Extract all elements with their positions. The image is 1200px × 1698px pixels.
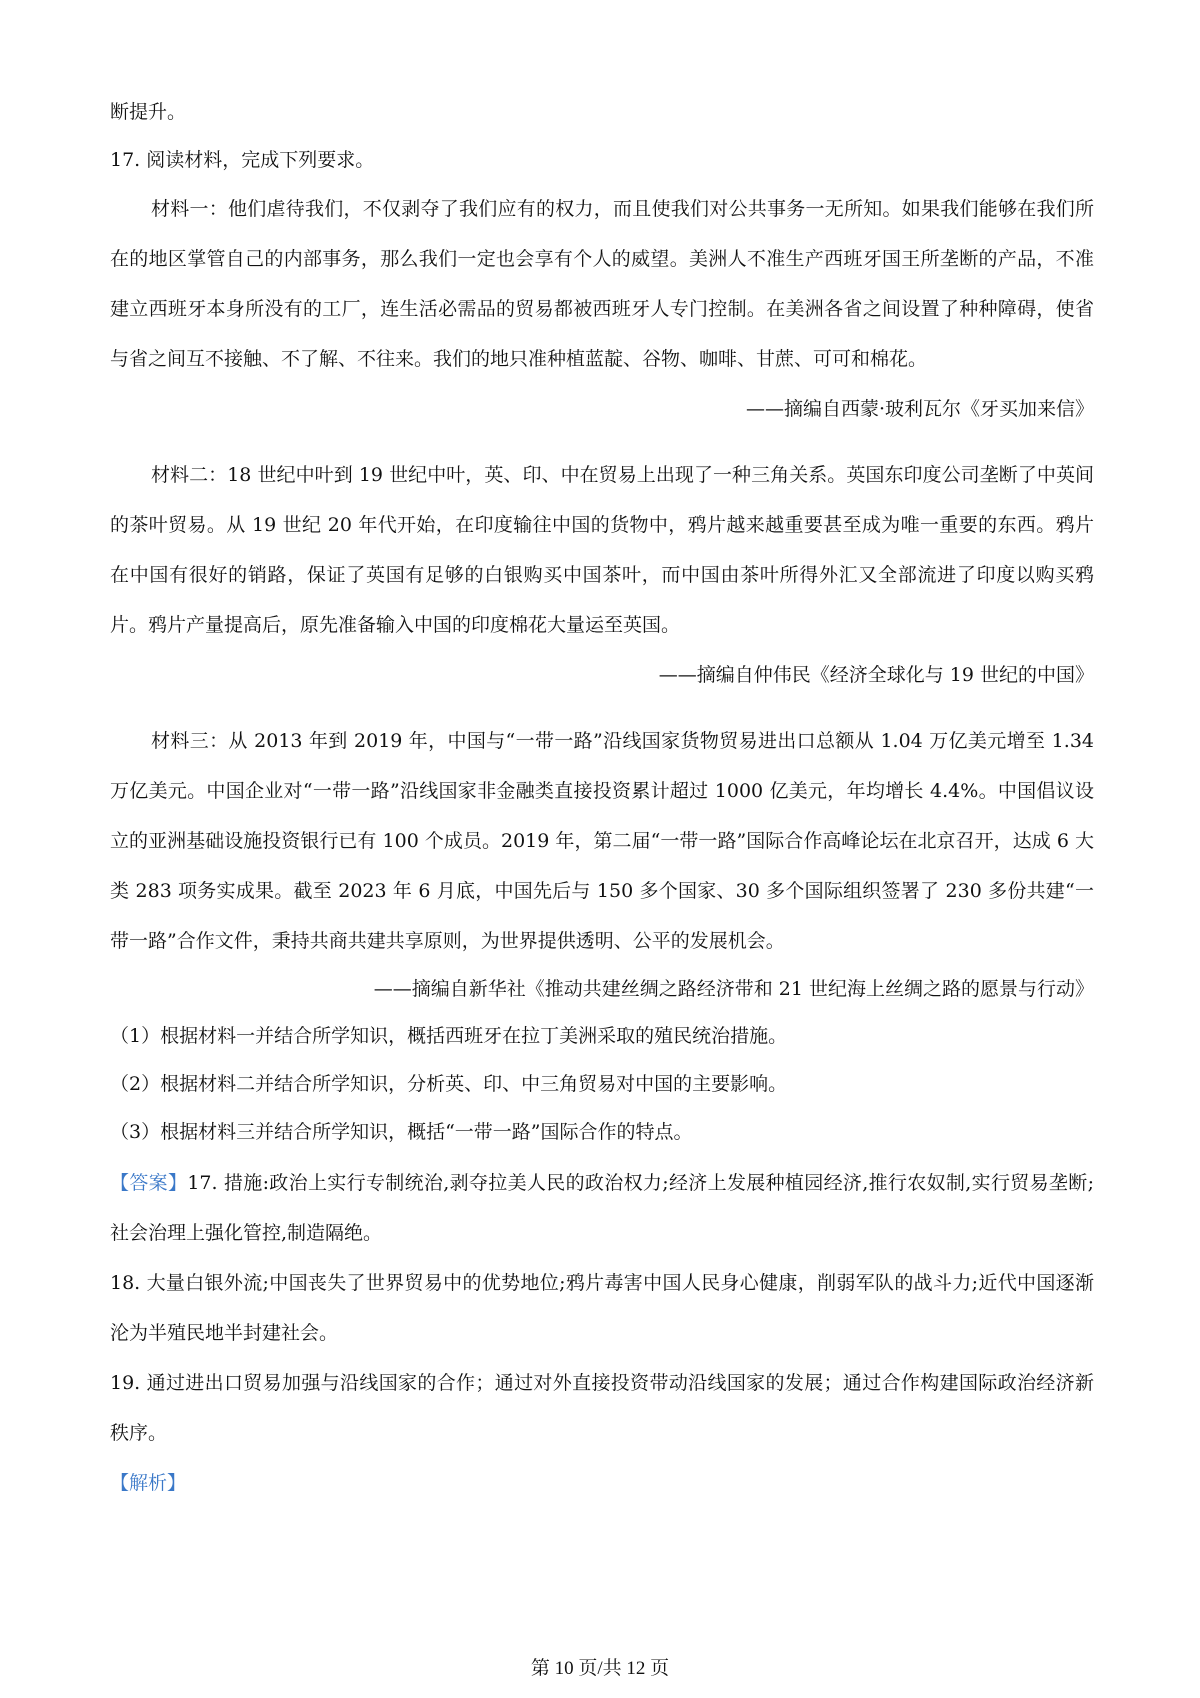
analysis-tag: 【解析】 xyxy=(110,1472,187,1494)
material-1: 材料一：他们虐待我们，不仅剥夺了我们应有的权力，而且使我们对公共事务一无所知。如果我们能够在我们所在的地区掌管自己的内部事务，那么我们一定也会享有个人的威望。美洲人不准生产西班牙国王所垄断的产品，不准建立西班牙本身所没有的工厂，连生活必需品的贸易都被西班牙人专门控制。在美洲各省之间设置了种种障碍，使省与省之间互不接触、不了解、不往来。我们的地只准种植蓝靛、谷物、咖啡、甘蔗、可可和棉花。 xyxy=(110,198,1094,370)
document-page xyxy=(110,88,1094,1508)
answer-tag: 【答案】 xyxy=(110,1172,188,1194)
page-footer: 第 10 页/共 12 页 xyxy=(530,1658,670,1679)
answer-19: 19. 通过进出口贸易加强与沿线国家的合作；通过对外直接投资带动沿线国家的发展；通过合作构建国际政治经济新秩序。 xyxy=(110,1372,1094,1444)
answer-17-text: 17. 措施:政治上实行专制统治,剥夺拉美人民的政治权力;经济上发展种植园经济,推行农奴制,实行贸易垄断;社会治理上强化管控,制造隔绝。 xyxy=(110,1172,1094,1244)
source-1: ——摘编自西蒙·玻利瓦尔《牙买加来信》 xyxy=(745,398,1094,420)
material-3: 材料三：从 2013 年到 2019 年，中国与“一带一路”沿线国家货物贸易进出口总额从 1.04 万亿美元增至 1.34 万亿美元。中国企业对“一带一路”沿线国家非金融类直接投资累计超过 1000 亿美元，年均增长 4.4%。中国倡议设立的亚洲基础设施投资银行已有 100 个成员。2019 年，第二届“一带一路”国际合作高峰论坛在北京召开，达成 6 大类 283 项务实成果。截至 2023 年 6 月底，中国先后与 150 多个国家、30 多个国际组织签署了 230 多份共建“一带一路”合作文件，秉持共商共建共享原则，为世界提供透明、公平的发展机会。 xyxy=(110,730,1094,952)
question-header: 17. 阅读材料，完成下列要求。 xyxy=(110,149,375,171)
sub-question-1: （1）根据材料一并结合所学知识，概括西班牙在拉丁美洲采取的殖民统治措施。 xyxy=(110,1025,788,1047)
source-3: ——摘编自新华社《推动共建丝绸之路经济带和 21 世纪海上丝绸之路的愿景与行动》 xyxy=(373,978,1094,1000)
continued-text: 断提升。 xyxy=(110,101,187,123)
sub-question-2: （2）根据材料二并结合所学知识，分析英、印、中三角贸易对中国的主要影响。 xyxy=(110,1073,788,1095)
source-2: ——摘编自仲伟民《经济全球化与 19 世纪的中国》 xyxy=(658,664,1094,686)
answer-17 xyxy=(110,1158,1094,1258)
sub-question-3: （3）根据材料三并结合所学知识，概括“一带一路”国际合作的特点。 xyxy=(110,1121,693,1143)
answer-18: 18. 大量白银外流;中国丧失了世界贸易中的优势地位;鸦片毒害中国人民身心健康，削弱军队的战斗力;近代中国逐渐沦为半殖民地半封建社会。 xyxy=(110,1272,1094,1344)
material-2: 材料二：18 世纪中叶到 19 世纪中叶，英、印、中在贸易上出现了一种三角关系。英国东印度公司垄断了中英间的茶叶贸易。从 19 世纪 20 年代开始，在印度输往中国的货物中，鸦片越来越重要甚至成为唯一重要的东西。鸦片在中国有很好的销路，保证了英国有足够的白银购买中国茶叶，而中国由茶叶所得外汇又全部流进了印度以购买鸦片。鸦片产量提高后，原先准备输入中国的印度棉花大量运至英国。 xyxy=(110,464,1094,636)
